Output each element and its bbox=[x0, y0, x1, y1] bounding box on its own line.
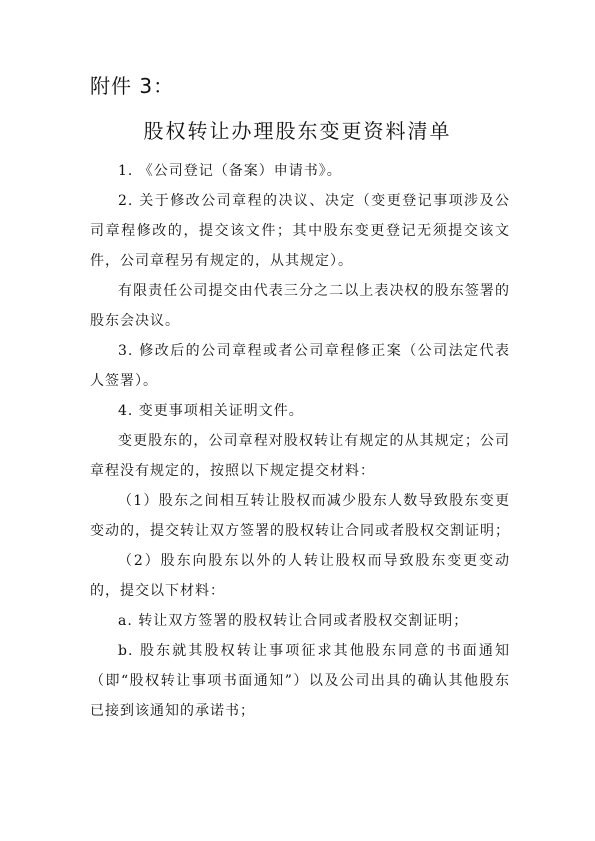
paragraph-item-2: 2. 关于修改公司章程的决议、决定（变更登记事项涉及公司章程修改的，提交该文件；其中股东变更登记无须提交该文件，公司章程另有规定的，从其规定）。 bbox=[90, 193, 510, 269]
paragraph-item-1: 1. 《公司登记（备案）申请书》。 bbox=[118, 163, 342, 179]
document-body bbox=[90, 156, 510, 726]
attachment-label: 附件 3： bbox=[90, 74, 175, 98]
paragraph-subitem-b: b. 股东就其股权转让事项征求其他股东同意的书面通知 （即“股权转让事项书面通知”）以及公司出具的确认其他股东已接到该通知的承诺书； bbox=[90, 643, 510, 719]
paragraph-change-shareholder: 变更股东的，公司章程对股权转让有规定的从其规定；公司章程没有规定的，按照以下规定提交材料： bbox=[90, 433, 510, 479]
document-title: 股权转让办理股东变更资料清单 bbox=[143, 119, 452, 143]
paragraph-item-4: 4. 变更事项相关证明文件。 bbox=[118, 403, 304, 419]
paragraph-subitem-a: a. 转让双方签署的股权转让合同或者股权交割证明； bbox=[118, 613, 469, 629]
paragraph-subitem-2: （2）股东向股东以外的人转让股权而导致股东变更变动的，提交以下材料： bbox=[90, 553, 510, 599]
paragraph-shareholder-resolution: 有限责任公司提交由代表三分之二以上表决权的股东签署的股东会决议。 bbox=[90, 283, 510, 329]
paragraph-subitem-1: （1）股东之间相互转让股权而减少股东人数导致股东变更变动的，提交转让双方签署的股权转让合同或者股权交割证明； bbox=[90, 493, 510, 539]
paragraph-item-3: 3. 修改后的公司章程或者公司章程修正案（公司法定代表人签署）。 bbox=[90, 343, 510, 389]
